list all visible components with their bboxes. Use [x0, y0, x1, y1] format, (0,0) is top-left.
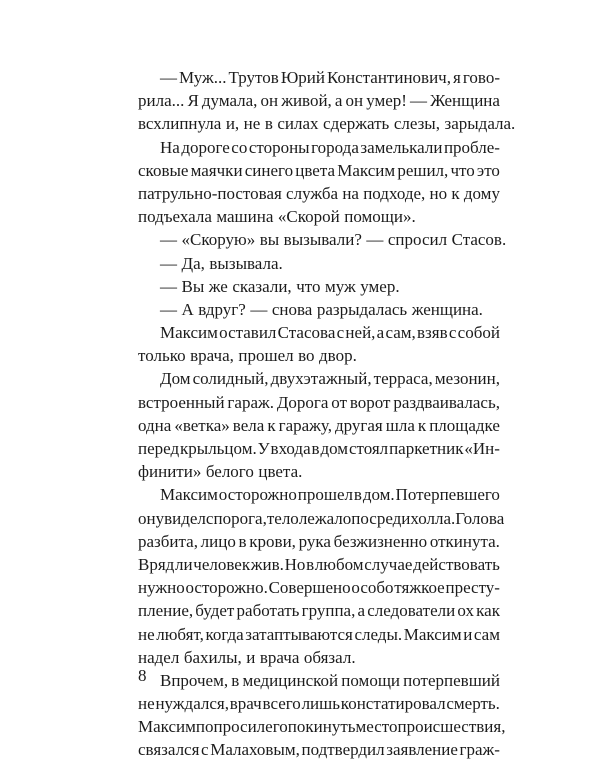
word: с: [448, 323, 457, 343]
word: с: [336, 323, 345, 343]
word: Максим: [337, 160, 396, 180]
word: как: [476, 601, 500, 621]
word: происшествия,: [397, 717, 506, 737]
word: граж-: [459, 740, 500, 760]
word: —: [160, 299, 177, 319]
word: города: [311, 137, 359, 157]
word: работать: [236, 601, 300, 621]
word: зарыдала.: [444, 114, 516, 134]
word: следы.: [354, 624, 403, 644]
word: в: [264, 114, 273, 134]
word: и,: [225, 114, 240, 134]
word: в: [353, 485, 362, 505]
word: Да,: [181, 253, 205, 273]
word: гово-: [462, 68, 500, 87]
text-line: [138, 112, 516, 135]
word: Максим: [160, 323, 218, 343]
word: а: [357, 601, 366, 621]
text-line: [138, 321, 500, 344]
word: медицинской: [242, 670, 339, 690]
text-line: [138, 460, 500, 483]
word: со: [231, 137, 248, 157]
page-number: 8: [138, 666, 147, 685]
word: снова: [271, 299, 313, 319]
word: помощи».: [344, 207, 416, 227]
text-line: [138, 599, 500, 622]
word: во: [298, 346, 315, 366]
word: рила...: [138, 91, 185, 111]
word: группа,: [301, 601, 356, 621]
word: что: [450, 160, 475, 180]
word: —: [366, 230, 384, 250]
word: Малаховым,: [210, 740, 300, 760]
text-line: [138, 669, 500, 692]
word: прошел: [297, 485, 353, 505]
word: спросил: [387, 230, 448, 250]
word: не: [243, 114, 261, 134]
word: только: [138, 346, 186, 366]
text-line: [138, 507, 505, 530]
word: Муж...: [179, 68, 227, 87]
text-line: [138, 228, 507, 251]
word: когда: [205, 624, 244, 644]
word: взяв: [417, 323, 448, 343]
word: умер!: [366, 91, 407, 111]
word: и: [463, 624, 473, 644]
word: дом.: [362, 485, 395, 505]
word: а: [376, 323, 385, 343]
word: оставил: [219, 323, 277, 343]
text-line: [138, 89, 500, 112]
word: двухэтажный,: [270, 369, 372, 389]
word: раздваивалась,: [393, 392, 500, 412]
word: одна: [138, 415, 172, 435]
word: ох: [457, 601, 474, 621]
word: Совершено: [268, 578, 351, 598]
word: это: [476, 160, 500, 180]
word: синего: [244, 160, 294, 180]
word: патрульно-постовая: [138, 183, 282, 203]
word: он: [345, 91, 364, 111]
word: но: [429, 183, 448, 203]
word: увидел: [155, 508, 206, 528]
word: подъехала: [138, 207, 212, 227]
word: разрыдалась: [316, 299, 408, 319]
word: сказали,: [232, 276, 292, 296]
word: лишь: [301, 694, 341, 714]
word: стороны: [248, 137, 310, 157]
word: Стасов.: [451, 230, 507, 250]
text-line: [138, 715, 506, 738]
word: место: [355, 717, 398, 737]
text-line: [138, 344, 500, 367]
text-line: [138, 414, 500, 437]
word: перед: [138, 439, 180, 458]
word: особо: [351, 578, 394, 598]
word: маячки: [190, 160, 243, 180]
text-line: [138, 553, 500, 576]
text-line: [138, 136, 500, 159]
text-line: [138, 646, 500, 669]
word: тяжкое: [394, 578, 445, 598]
word: дом: [320, 439, 349, 458]
word: не: [138, 694, 155, 714]
word: врач: [229, 694, 262, 714]
text-line: [138, 159, 500, 182]
word: живой,: [281, 91, 332, 111]
word: Максим: [403, 624, 462, 644]
word: вызывали?: [283, 230, 362, 250]
word: «ветка»: [174, 415, 230, 435]
text-line: [138, 437, 500, 460]
word: он: [138, 508, 156, 528]
word: попросил: [195, 717, 266, 737]
word: встроенный: [138, 392, 225, 412]
word: —: [410, 91, 428, 111]
word: —: [160, 230, 177, 250]
word: покинуть: [287, 717, 356, 737]
word: лицо: [200, 531, 236, 551]
word: прошел: [238, 346, 294, 366]
word: разбита,: [138, 531, 198, 551]
word: женщина.: [411, 299, 483, 319]
text-line: [138, 576, 500, 599]
text-line: [138, 252, 500, 275]
word: же: [208, 276, 228, 296]
text-line: [138, 623, 500, 646]
word: Потерпевшего: [395, 485, 500, 505]
word: Максим: [160, 485, 218, 505]
word: жив.: [250, 554, 284, 574]
word: что: [296, 276, 321, 296]
word: Женщина: [430, 91, 500, 111]
word: подтвердил: [301, 740, 385, 760]
word: от: [331, 392, 348, 412]
word: Дом: [160, 369, 191, 389]
word: потерпевший: [403, 670, 500, 690]
word: другая: [334, 415, 383, 435]
word: «Ин-: [464, 439, 500, 458]
word: дому: [463, 183, 500, 203]
word: холла.: [410, 508, 456, 528]
word: слезы,: [393, 114, 440, 134]
word: площадке: [429, 415, 500, 435]
word: престу-: [445, 578, 500, 598]
word: дороге: [181, 137, 230, 157]
word: машина: [216, 207, 274, 227]
word: смерть.: [446, 694, 500, 714]
word: Голова: [455, 508, 505, 528]
word: Вряд: [138, 554, 175, 574]
word: Но: [284, 554, 306, 574]
word: пление,: [138, 601, 194, 621]
word: вызывала.: [209, 253, 283, 273]
word: бахилы,: [183, 647, 242, 667]
word: подходе,: [363, 183, 426, 203]
word: —: [250, 299, 268, 319]
text-line: [138, 367, 500, 390]
word: финити»: [138, 462, 202, 482]
word: не: [138, 624, 155, 644]
word: случае: [364, 554, 413, 574]
word: решил,: [397, 160, 449, 180]
word: сдержать: [323, 114, 390, 134]
text-line: [138, 692, 500, 715]
word: сам,: [385, 323, 416, 343]
word: ли: [175, 554, 193, 574]
word: обязал.: [303, 647, 356, 667]
word: цвета.: [258, 462, 303, 482]
word: Юрий: [280, 68, 325, 87]
word: следователи: [367, 601, 456, 621]
word: осторожно.: [185, 578, 268, 598]
word: Вы: [181, 276, 205, 296]
text-line: [138, 738, 500, 761]
word: белого: [205, 462, 254, 482]
text-line: [138, 275, 500, 298]
word: На: [160, 137, 180, 157]
word: пробле-: [443, 137, 500, 157]
word: вы: [259, 230, 280, 250]
word: —: [160, 276, 177, 296]
word: гараж.: [227, 392, 274, 412]
word: его: [265, 717, 288, 737]
word: цвета: [295, 160, 336, 180]
word: Максим: [138, 717, 196, 737]
word: к: [451, 183, 460, 203]
text-line: [138, 391, 500, 414]
word: Трутов: [228, 68, 279, 87]
word: стоял: [348, 439, 389, 458]
word: в: [311, 439, 320, 458]
word: связался: [138, 740, 200, 760]
word: он: [260, 91, 279, 111]
word: —: [160, 68, 177, 87]
word: гаражу,: [278, 415, 332, 435]
text-line: [138, 182, 500, 205]
word: шла: [385, 415, 415, 435]
page-text: [138, 66, 516, 762]
word: к: [267, 415, 276, 435]
word: надел: [138, 647, 180, 667]
text-line: [138, 205, 500, 228]
word: лежало: [298, 508, 352, 528]
word: замелькали: [360, 137, 443, 157]
word: заявление: [386, 740, 458, 760]
word: нуждался,: [155, 694, 229, 714]
word: а: [334, 91, 343, 111]
word: любом: [314, 554, 364, 574]
word: терраса,: [373, 369, 433, 389]
word: осторожно: [218, 485, 297, 505]
word: на: [342, 183, 359, 203]
word: любят,: [156, 624, 204, 644]
word: крови,: [249, 531, 296, 551]
word: сам: [473, 624, 500, 644]
word: помощи: [341, 670, 401, 690]
word: «Скорой: [277, 207, 340, 227]
word: входа: [270, 439, 311, 458]
word: рука: [298, 531, 331, 551]
word: в: [306, 554, 315, 574]
word: Впрочем,: [160, 670, 229, 690]
word: и: [246, 647, 256, 667]
word: затаптываются: [245, 624, 353, 644]
word: будет: [195, 601, 235, 621]
word: ней,: [345, 323, 376, 343]
word: в: [231, 670, 240, 690]
word: всхлипнула: [138, 114, 222, 134]
word: муж: [324, 276, 356, 296]
word: всего: [262, 694, 301, 714]
word: Я: [187, 91, 199, 111]
word: солидный,: [192, 369, 269, 389]
text-line: [138, 66, 500, 89]
word: нужно: [138, 578, 185, 598]
word: вела: [232, 415, 265, 435]
word: паркетник: [389, 439, 464, 458]
text-line: [138, 530, 500, 553]
word: мезонин,: [434, 369, 500, 389]
word: Константинович,: [327, 68, 451, 87]
word: А: [181, 299, 194, 319]
word: Стасова: [277, 323, 336, 343]
word: врача: [259, 647, 300, 667]
word: У: [257, 439, 270, 458]
word: Дорога: [276, 392, 329, 412]
word: человек: [193, 554, 251, 574]
word: силах: [277, 114, 319, 134]
word: умер.: [360, 276, 400, 296]
word: тело: [266, 508, 299, 528]
word: ворот: [349, 392, 391, 412]
word: в: [238, 531, 247, 551]
word: —: [160, 253, 177, 273]
text-line: [138, 483, 500, 506]
word: врача,: [190, 346, 234, 366]
word: служба: [286, 183, 339, 203]
word: думала,: [201, 91, 258, 111]
word: констатировал: [340, 694, 446, 714]
word: собой: [457, 323, 500, 343]
word: посреди: [351, 508, 411, 528]
word: с: [201, 740, 209, 760]
word: с: [205, 508, 214, 528]
word: откинута.: [429, 531, 500, 551]
word: сковые: [138, 160, 189, 180]
word: к: [417, 415, 427, 435]
word: действовать: [413, 554, 500, 574]
word: безжизненно: [333, 531, 428, 551]
word: вдруг?: [198, 299, 246, 319]
word: я: [453, 68, 461, 87]
word: крыльцом.: [180, 439, 257, 458]
word: «Скорую»: [181, 230, 256, 250]
word: двор.: [319, 346, 357, 366]
word: порога,: [213, 508, 267, 528]
text-line: [138, 298, 500, 321]
